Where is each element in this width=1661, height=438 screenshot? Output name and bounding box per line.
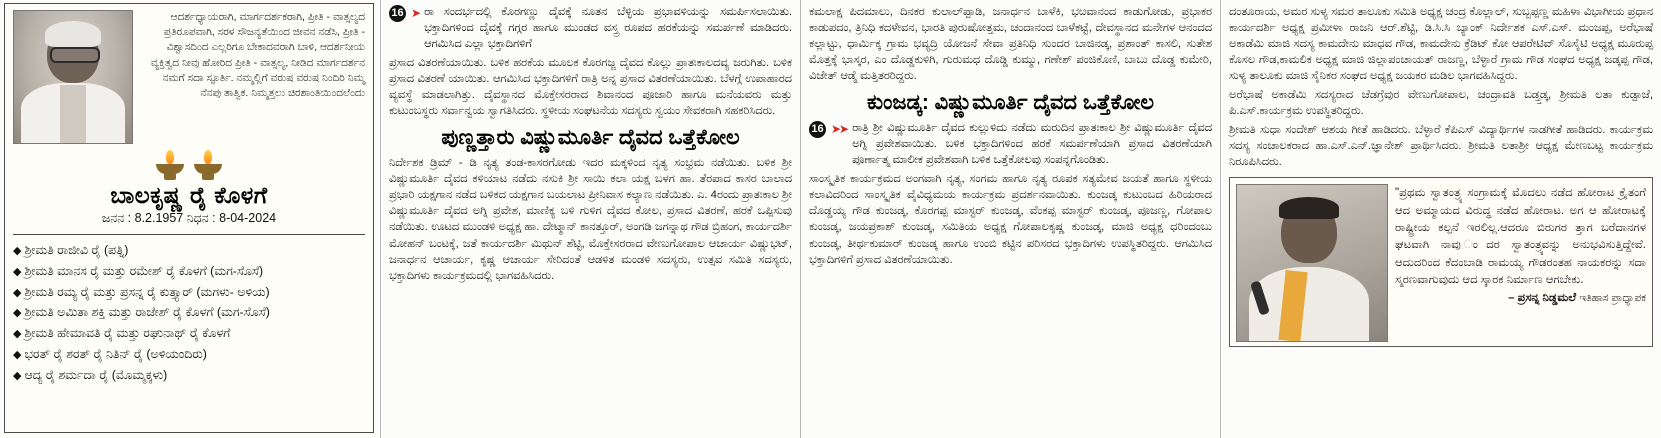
relative-name: ಶ್ರೀಮತಿ ಹೇಮಾವತಿ ರೈ ಮತ್ತು ರಘುನಾಥ್ ರೈ ಕೊಳಗೆ bbox=[24, 326, 231, 341]
relative-name: ಶ್ರೀಮತಿ ಮಾನಸ ರೈ ಮತ್ತು ರಮೇಶ್ ರೈ ಕೊಳಗೆ (ಮಗ-ಸೊಸೆ) bbox=[24, 263, 264, 278]
continuation-arrow-icon: ➤➤ bbox=[831, 122, 848, 137]
body-paragraph: ಅರೆಭಾಷೆ ಅಕಾಡೆಮಿ ಸದಸ್ಯರಾದ ಚೆಡಗ್ರೆವುರ ವೇಣುಗೋಪಾಲ, ಚಂದ್ರಾವತಿ ಬಡ್ತ್ತಡ್ಕ, ಶ್ರೀಮತಿ ಲತಾ ಕುಡ್ಪಾಜೆ, ಪಿ.ಎಸ್.ಕಾರ್ಯಕ್ರಮ ಉಪಸ್ಥಿತರಿದ್ದರು. bbox=[1229, 89, 1653, 118]
relative-name: ಶ್ರೀಮತಿ ಅಮಿತಾ ಶಕ್ತಿ ಮತ್ತು ರಾಜೇಶ್ ರೈ ಕೊಳಗೆ (ಮಗ-ಸೊಸೆ) bbox=[24, 305, 270, 320]
continuation-badge-line bbox=[389, 4, 792, 52]
lead-paragraph: ರಾ ಸಂದರ್ಭದಲ್ಲಿ ಕೊರಗಣ್ಣು ದೈವಕ್ಕೆ ನೂತನ ಬೆಳ್ಳಿಯ ಪ್ರಭಾವಳಿಯನ್ನು ಸಮರ್ಪಿಸಲಾಯಿತು. ಭಕ್ತಾದಿಗಳಿಂದ ದೈವಕ್ಕೆ ಗಗ್ಗರ ಹಾಗೂ ಮುಂಡದ ವಸ್ತ್ರ ರೂಪದ ಹರಕೆಯನ್ನು ಸಮರ್ಪಣೆ ಮಾಡಿದರು. ಆಗಮಿಸಿದ ಎಲ್ಲಾ ಭಕ್ತಾದಿಗಳಿಗೆ bbox=[424, 6, 792, 51]
list-item bbox=[13, 365, 365, 386]
obituary-column bbox=[0, 0, 380, 438]
speaker-photo bbox=[1236, 184, 1388, 342]
list-item bbox=[13, 240, 365, 261]
quote-speaker-name: – ಪ್ರಸನ್ನ ನಿಡ್ಡಮಲೆ bbox=[1508, 291, 1577, 304]
news-column-4 bbox=[1220, 0, 1661, 438]
list-item bbox=[13, 282, 365, 303]
page-number-badge: 16 bbox=[389, 5, 406, 22]
continuation-badge-line bbox=[809, 120, 1212, 168]
quote-content bbox=[1395, 184, 1646, 340]
list-item bbox=[13, 302, 365, 323]
pull-quote-box bbox=[1229, 177, 1653, 347]
bullet-icon: ◆ bbox=[13, 265, 22, 278]
bullet-icon: ◆ bbox=[13, 328, 22, 341]
page-number-badge: 16 bbox=[809, 121, 826, 138]
body-paragraph: ಶ್ರೀಮತಿ ಸುಧಾ ಸಂದೇಶ್ ಆಶಯ ಗೀತೆ ಹಾಡಿದರು. ಬೆಳ್ಳಾರೆ ಕೆಪಿಎಸ್ ವಿದ್ಯಾರ್ಥಿಗಳ ನಾಡಗೀತೆ ಹಾಡಿದರು. ಕಾರ್ಯಕ್ರಮ ಸದಸ್ಯ ಸಂಚಾಲಕರಾದ ಹಾ.ಎಸ್.ಎನ್.ಜ್ಞಾನೇಶ್ ಪ್ರಾರ್ಥಿಸಿದರು. ಶ್ರೀಮತಿ ಲತಾಶ್ರೀ ಆಧ್ಯಕ್ಷ ಮೇಣಬಟ್ಟ ಕಾರ್ಯಕ್ರಮ ನಿರೂಪಿಸಿದರು. bbox=[1229, 124, 1653, 169]
relative-name: ಶ್ರೀಮತಿ ರಮ್ಯ ರೈ ಮತ್ತು ಪ್ರಸನ್ನ ರೈ ಕುತ್ತ್ಯಾರ್ (ಮಗಳು- ಅಳಿಯ) bbox=[24, 284, 270, 299]
bullet-icon: ◆ bbox=[13, 369, 22, 382]
story-continuation-3 bbox=[1229, 4, 1653, 170]
story-continuation-2 bbox=[809, 4, 1212, 84]
oil-lamp-icon bbox=[194, 150, 222, 180]
body-paragraph: ಸಾಂಸ್ಕೃತಿಕ ಕಾರ್ಯಕ್ರಮದ ಅಂಗವಾಗಿ ನೃತ್ಯ, ಸಂಗಮ ಹಾಗೂ ನೃತ್ಯ ರೂಪಕ ಸತ್ಯಮೇವ ಜಯತೆ ಹಾಗೂ ಸ್ಥಳೀಯ ಕಲಾವಿದರಿಂದ ಸಾಂಸ್ಕೃತಿಕ ವೈವಿಧ್ಯಮಯ ಕಾರ್ಯಕ್ರಮ ಪ್ರದರ್ಶನವಾಯಿತು. ಕುಂಜಡ್ಕ ಕುಟುಂಬದ ಹಿರಿಯರಾದ ದೊಡ್ಡಯ್ಯ ಗೌಡ ಕುಂಜಡ್ಕ, ಕೊರಗಪ್ಪ ಮಾಸ್ಟರ್ ಕುಂಜಡ್ಕ, ವೆಂಕಪ್ಪ ಮಾಸ್ಟರ್ ಕುಂಜಡ್ಕ, ಪೂಜಣ್ಣ, ಗೋಪಾಲ ಕುಂಜಡ್ಕ, ಜಯಪ್ರಕಾಶ್ ಕುಂಜಡ್ಕ, ಸಮಿತಿಯ ಅಧ್ಯಕ್ಷ ಗೋಪಾಲಕೃಷ್ಣ ಕುಂಜಡ್ಕ, ಮಾಜಿ ಅಧ್ಯಕ್ಷ ಧರಿಂದಂಬು ಕುಂಜಡ್ಕ, ತೀರ್ಥಕುಮಾರ್ ಕುಂಜಡ್ಕ ಹಾಗೂ ಉಂಬಿ ಕಟ್ಟಿನ ಪರಿಸರದ ಭಕ್ತಾದಿಗಳು ಉಪಸ್ಥಿತರಿದ್ದರು. ಆಗಮಿಸಿದ ಭಕ್ತಾದಿಗಳಿಗೆ ಪ್ರಸಾದ ವಿತರಣೆಯಾಯಿತು. bbox=[809, 173, 1212, 266]
body-paragraph: ನಿರ್ದೇಶಕ ಡ್ರಿಮ್ - ಡಿ ನೃತ್ಯ ತಂಡ-ಕಾಸರಗೋಡು ಇದರ ಮಕ್ಕಳಿಂದ ನೃತ್ಯ ಸಂಭ್ರಮ ನಡೆಯಿತು. ಬಳಿಕ ಶ್ರೀ ವಿಷ್ಣುಮೂರ್ತಿ ದೈವದ ಕಳಿಯಾಟ ನಡೆದು ನಸುಕಿ ಶ್ರೀ ಸಾಯಿ ಕಲಾ ಯಕ್ಷ ಬಳಗ ಹಾ. ತೆರಪಾದ ಕಾಸರ ಬಾಲಾದ ಪ್ರಭಾರಿ ಯಕ್ಷಗಾನ ನಡೆದ ಬಳಿಕದ ಯಕ್ಷಗಾನ ಬಯಲಾಟ ಪ್ರೀನಿವಾಸ ಕಲ್ಯಾಣ ನಡೆಯಿತು. ಎ. 4ರಂದು ಪ್ರಾತಃಕಾಲ ಶ್ರೀ ವಿಷ್ಣುಮೂರ್ತಿ ದೈವದ ಅಗ್ನಿ ಪ್ರವೇಶ, ಮಾಣಿಕ್ಯ ಬಳಿ ಗುಳಿಗ ದೈವದ ಕೋಲ, ಪ್ರಸಾದ ವಿತರಣೆ, ಹರಕೆ ಒಪ್ಪಿಸುವು ನಡೆಯಿತು. ಊಟದ ಮುಂಡಳಿ ಅಧ್ಯಕ್ಷ ಹಾ. ದೇಟ್ಮಾನ್ ಕಾನತ್ತೂರ್, ಅಂಗಡಿ ಜಗನ್ನಾಥ ಗೌಡ ಬ್ರಿಹಂಗ, ಕಾರ್ಯದರ್ಶಿ ಮೋಹನ್ ಬಂಟಕ್ಕೆ, ಜತೆ ಕಾರ್ಯದರ್ಶಿ ಮಿಥುನ್ ಶೆಟ್ಟಿ, ಮೊಕ್ತೇಸರರಾದ ವೇಣುಗೋಪಾಲ ಆಚಾರ್ಯ ವಿಷ್ಣುಭಟ್, ಜನಾರ್ಧನ ಆಚಾರ್ಯ, ಕೃಷ್ಣ ಆಚಾರ್ಯ ಸೇರಿದಂತೆ ಆಡಳಿತ ಮಂಡಳಿ ಸದಸ್ಯರು, ಉತ್ಸವ ಸಮಿತಿ ಸದಸ್ಯರು, ಭಕ್ತಾದಿಗಳು ಕಾರ್ಯಕ್ರಮದಲ್ಲಿ ಭಾಗವಹಿಸಿದರು. bbox=[389, 157, 792, 282]
story-headline: ಕುಂಜಡ್ಕ: ವಿಷ್ಣುಮೂರ್ತಿ ದೈವದ ಒತ್ತೆಕೋಲ bbox=[866, 91, 1155, 115]
obituary-verse: ಆದರ್ಶಧ್ಯಾಯರಾಗಿ, ಮಾರ್ಗದರ್ಶಕರಾಗಿ, ಪ್ರೀತಿ - ವಾತ್ಸಲ್ಯದ ಪ್ರತಿರೂಪವಾಗಿ, ಸರಳ ಸೌಜನ್ಯತೆಯಿಂದ ಜೀವನ ನಡೆಸಿ, ಪ್ರೀತಿ - ವಿಶ್ವಾಸದಿಂದ ಎಲ್ಲರಿಗೂ ಬೇಕಾದವರಾಗಿ ಬಾಳಿ, ಆದರ್ಶನೀಯ ವ್ಯಕ್ತಿತ್ವದ ನೀವು ಹೋರಿದ ಪ್ರೀತಿ - ವಾತ್ಸಲ್ಯ, ನೀಡಿದ ಮಾರ್ಗದರ್ಶನ ನಮಗೆ ಸದಾ ಸ್ಫೂರ್ತಿ. ನಮ್ಮಲ್ಲಿಗೆ ವರುಷ ವರುಷ ನಿಂದಿರಿ ನಿಮ್ಮ ನೆನಪು ತಾತ್ವಿಕ. ನಿಮ್ಮತ್ತಲು ಚಿರಶಾಂತಿಯಿಂದಲೆಂದು bbox=[150, 11, 365, 100]
relative-name: ಶ್ರೀಮತಿ ರಾಜೀವಿ ರೈ (ಪತ್ನಿ) bbox=[24, 243, 129, 257]
story-headline: ಪುಣ್ಣತ್ತಾರು ವಿಷ್ಣುಮೂರ್ತಿ ದೈವದ ಒತ್ತೆಕೋಲ bbox=[441, 126, 740, 150]
relative-name: ಭರತ್ ರೈ ಶರತ್ ರೈ ನಿತಿನ್ ರೈ (ಅಳಿಯಂದಿರು) bbox=[24, 347, 207, 362]
continuation-arrow-icon: ➤ bbox=[411, 6, 420, 20]
bullet-icon: ◆ bbox=[13, 245, 22, 257]
body-paragraph: ದಂತೂರಾಯ, ಅಮರ ಸುಳ್ಯ ಸಮರ ತಾಲೂಕು ಸಮಿತಿ ಅಧ್ಯಕ್ಷ ಚಂದ್ರ ಕೊಲ್ಲಾಲ್, ಸುಬ್ಬಪ್ಪಣ್ಣ ಮಹಿಳಾ ವಿಭಾಗೀಯ ಪ್ರಧಾನ ಕಾರ್ಯದರ್ಶಿ ಅಧ್ಯಕ್ಷ ಪ್ರಮೀಳಾ ರಾಜನಿ ಆರ್.ಶೆಟ್ಟಿ, ಡಿ.ಸಿ.ಸಿ ಬ್ಯಾಂಕ್ ನಿರ್ದೇಶಕ ಎಸ್.ಎಸ್. ಮಂಜಪ್ಪ, ಅರೆಭಾಷೆ ಅಕಾಡೆಮಿ ಮಾಜಿ ಸದಸ್ಯ ಕಾಮದೇನು ಮಾಧವ ಗೌಡ, ಕಾಮದೇನು ಕ್ರೆಡಿಟ್ ಕೋ ಆಪರೇಟಿವ್ ಸೊಸೈಟಿ ಅಧ್ಯಕ್ಷ ಮೂರುಪ್ಪ ಕೊಸಲ ಗೌಡ,ಕಾಮಲಿಕ ಅಧ್ಯಕ್ಷ ಮಾಜಿ ಜಿಲ್ಲಾಪಂಚಾಯತ್ ರಾಜಣ್ಣ, ಬೆಳ್ಳಾರೆ ಗ್ರಾಮ ಗೌಡ ಸಂಘದ ಅಧ್ಯಕ್ಷ ಜಡ್ಕಪ್ಪ ಗೌಡ, ಸುಳ್ಯ ತಾಲೂಕು ಮಾಜಿ ಸೈನಿಕರ ಸಂಘದ ಅಧ್ಯಕ್ಷ ಜಯಕರ ಮಡಿಲ ಭಾಗವಹಿಸಿದ್ದರು. bbox=[1229, 6, 1653, 83]
obituary-top bbox=[13, 10, 365, 144]
list-item bbox=[13, 344, 365, 365]
quote-speaker-title: ಇತಿಹಾಸ ಪ್ರಾಧ್ಯಾಪಕ bbox=[1579, 291, 1646, 304]
quote-text: "ಪ್ರಥಮ ಸ್ವಾತಂತ್ರ್ಯ ಸಂಗ್ರಾಮಕ್ಕೆ ಮೊದಲು ನಡೆದ ಹೋರಾಟ ಕ್ರೈತಂಗೆ ಆದ ಅಮ್ಮಾಯದ ವಿರುದ್ಧ ನಡೆದ ಹೋರಾಟ. ಅಗ ಆ ಹೋರಾಟಕ್ಕೆ ರಾಷ್ಟ್ರೀಯ ಕಲ್ಪನೆ ಇರಲಿಲ್ಲ.ಆದರೂ ಬಿರುಗರ ತ್ತಾಗ ಬರೆದಾನಗಳ ಘಟವಾಗಿ ನಾವು ಂದರ ಸ್ವಾತಂತ್ರ್ಯವನ್ನು ಅನುಭವಿಸುತ್ತಿದ್ದೇವೆ. ಆದುದರಿಂದ ಕೆದಂಬಾಡಿ ರಾಮಯ್ಯ ಗೌಡರಂತಹ ನಾಯಕರನ್ನು ಸದಾ ಸ್ಮರಣವಾಗುವುದು ಆದ ಸ್ಕಾರಕ ನಿರ್ಮಾಣ ಆಗಬೇಕು. bbox=[1395, 186, 1646, 287]
lead-paragraph: ರಾತ್ರಿ ಶ್ರೀ ವಿಷ್ಣುಮೂರ್ತಿ ದೈವದ ಕುಲ್ಲುಳಿದು ನಡೆದು ಮರುದಿನ ಪ್ರಾತಃಕಾಲ ಶ್ರೀ ವಿಷ್ಣುಮೂರ್ತಿ ದೈವದ ಅಗ್ನಿ ಪ್ರವೇಶವಾಯಿತು. ಬಳಿಕ ಭಕ್ತಾದಿಗಳಿಂದ ಹರಕೆ ಸಮರ್ಪಣೆಯಾಗಿ ಪ್ರಸಾದ ವಿತರಣೆಯಾಗಿ ಪೂರ್ಣಾತ್ಮ ಮಾಲೀಕ ಪ್ರವೇಶವಾಗಿ ಬಳಿಕ ಒತ್ತೆಕೋಲವು ಸಂಪನ್ನಗೊಂಡಿತು. bbox=[852, 122, 1212, 167]
list-item bbox=[13, 323, 365, 344]
oil-lamp-icon bbox=[156, 150, 184, 180]
deceased-name: ಬಾಲಕೃಷ್ಣ ರೈ ಕೊಳಗೆ bbox=[110, 182, 268, 208]
deceased-portrait bbox=[13, 10, 133, 144]
story-punnattaru bbox=[389, 126, 792, 283]
obituary-notice bbox=[4, 3, 374, 433]
story-kunjadka bbox=[809, 91, 1212, 267]
birth-death-dates: ಜನನ : 8.2.1957 ನಿಧನ : 8-04-2024 bbox=[101, 211, 277, 225]
lamp-row bbox=[13, 150, 365, 180]
story-continuation-1 bbox=[389, 4, 792, 119]
relative-name: ಆದ್ಯ ರೈ ಶರ್ಮದಾ ರೈ (ಮೊಮ್ಮಕ್ಕಳು) bbox=[24, 367, 168, 382]
bullet-icon: ◆ bbox=[13, 349, 22, 362]
bullet-icon: ◆ bbox=[13, 286, 22, 299]
bullet-icon: ◆ bbox=[13, 307, 22, 320]
body-paragraph: ಕಮಲಾಕ್ಷ ಪಿದಮಾಲು, ದಿನಕರ ಕುಲಾಲ್‌ಪ್ಪಾಡಿ, ಜನಾರ್ಧನ ಬಾಳೆಕಿ, ಭೞವಾನಂದ ಕಾಡುಗೋಡು, ಪ್ರಭಾಕರ ಕಾಡುಪದಂ, ತ್ರಿನಿಧಿ ಕದಳೇವನ, ಭಾರತಿ ಪುರುಷೋತ್ತಮ, ಚಂದಾನಂದ ಬಾಳೆಕಟ್ಟೆ, ದೇವಸ್ಥಾನದ ಮನೇಗಳ ಆನಂದದ ಕಲ್ಲಾಟ್ಟು, ಧಾರ್ಮಿಕ್ಕ ಗ್ರಾಮ ಭವ್ಯದ್ರಿ ಯೋಜನೆ ಸೇವಾ ಪ್ರತಿನಿಧಿ ಸುಂದರ ಬಾಜಿನಡ್ಕ, ಪ್ರಶಾಂತ್ ಕಾಸಲಿ, ಸುತೇಶ ಮೊತ್ತಕ್ಕೆ ಭಾಸ್ಕರ, ಎಂ ದೊಡ್ಡಕುಳಿಗಿ, ಗುರುಮಧ ದೊಡ್ಡಿ ಕುಮ್ಮು, ಗಣೇಶ್ ಪಂಜಿಕೊಣಿ, ಬಾಬು ದೊಡ್ಡ ಕುಮೇರಿ, ವಿಜೇತ್ ಆಡ್ಮೆ ಮತ್ತಿತರರಿದ್ದರು. bbox=[809, 6, 1212, 83]
body-paragraph: ಪ್ರಸಾದ ವಿತರಣೆಯಾಯಿತು. ಬಳಿಕ ಹರಕೆಯ ಮೂಲಕ ಕೊರಗಜ್ಜ ದೈವದ ಕೊಲ್ಲು ಪ್ರಾತಃಕಾಲದವ್ಯ ಜರುಗಿತು. ಬಳಿಕ ಪ್ರಸಾದ ವಿತರಣೆ ಯಾಯಿತು. ಆಗಮಿಸಿದ ಭಕ್ತಾದಿಗಳಿಗೆ ರಾತ್ರಿ ಅನ್ನ ಪ್ರಸಾದ ವಿತರಣೆಯಾಯಿತು. ಬೆಳಗ್ಗೆ ಉಪಾಹಾರದ ವ್ಯವಸ್ಥೆ ಮಾಡಲಾಗಿತ್ತು. ದೈವಸ್ಥಾನದ ಮೊಕ್ತೇಸರರಾದ ಶಿವಾನಂದ ಪೂಜಾರಿ ಹಾಗೂ ಮನೆಯವರು ಮತ್ತು ಕುಟುಂಬಸ್ಥರು ಸರ್ವಾನ್ವಯ ಸ್ವಾಗತಿಸಿದರು. ಸ್ಥಳೀಯ ಸಂಘಟನೆಯ ಸದಸ್ಯರು ಸ್ವಯಂ ಸೇವಕರಾಗಿ ಸಹಕರಿಸಿದರು. bbox=[389, 57, 792, 118]
list-item bbox=[13, 261, 365, 282]
quote-attribution bbox=[1395, 292, 1646, 305]
news-column-3 bbox=[800, 0, 1220, 438]
relatives-list bbox=[13, 240, 365, 386]
news-column-2 bbox=[380, 0, 800, 438]
divider bbox=[13, 234, 365, 235]
